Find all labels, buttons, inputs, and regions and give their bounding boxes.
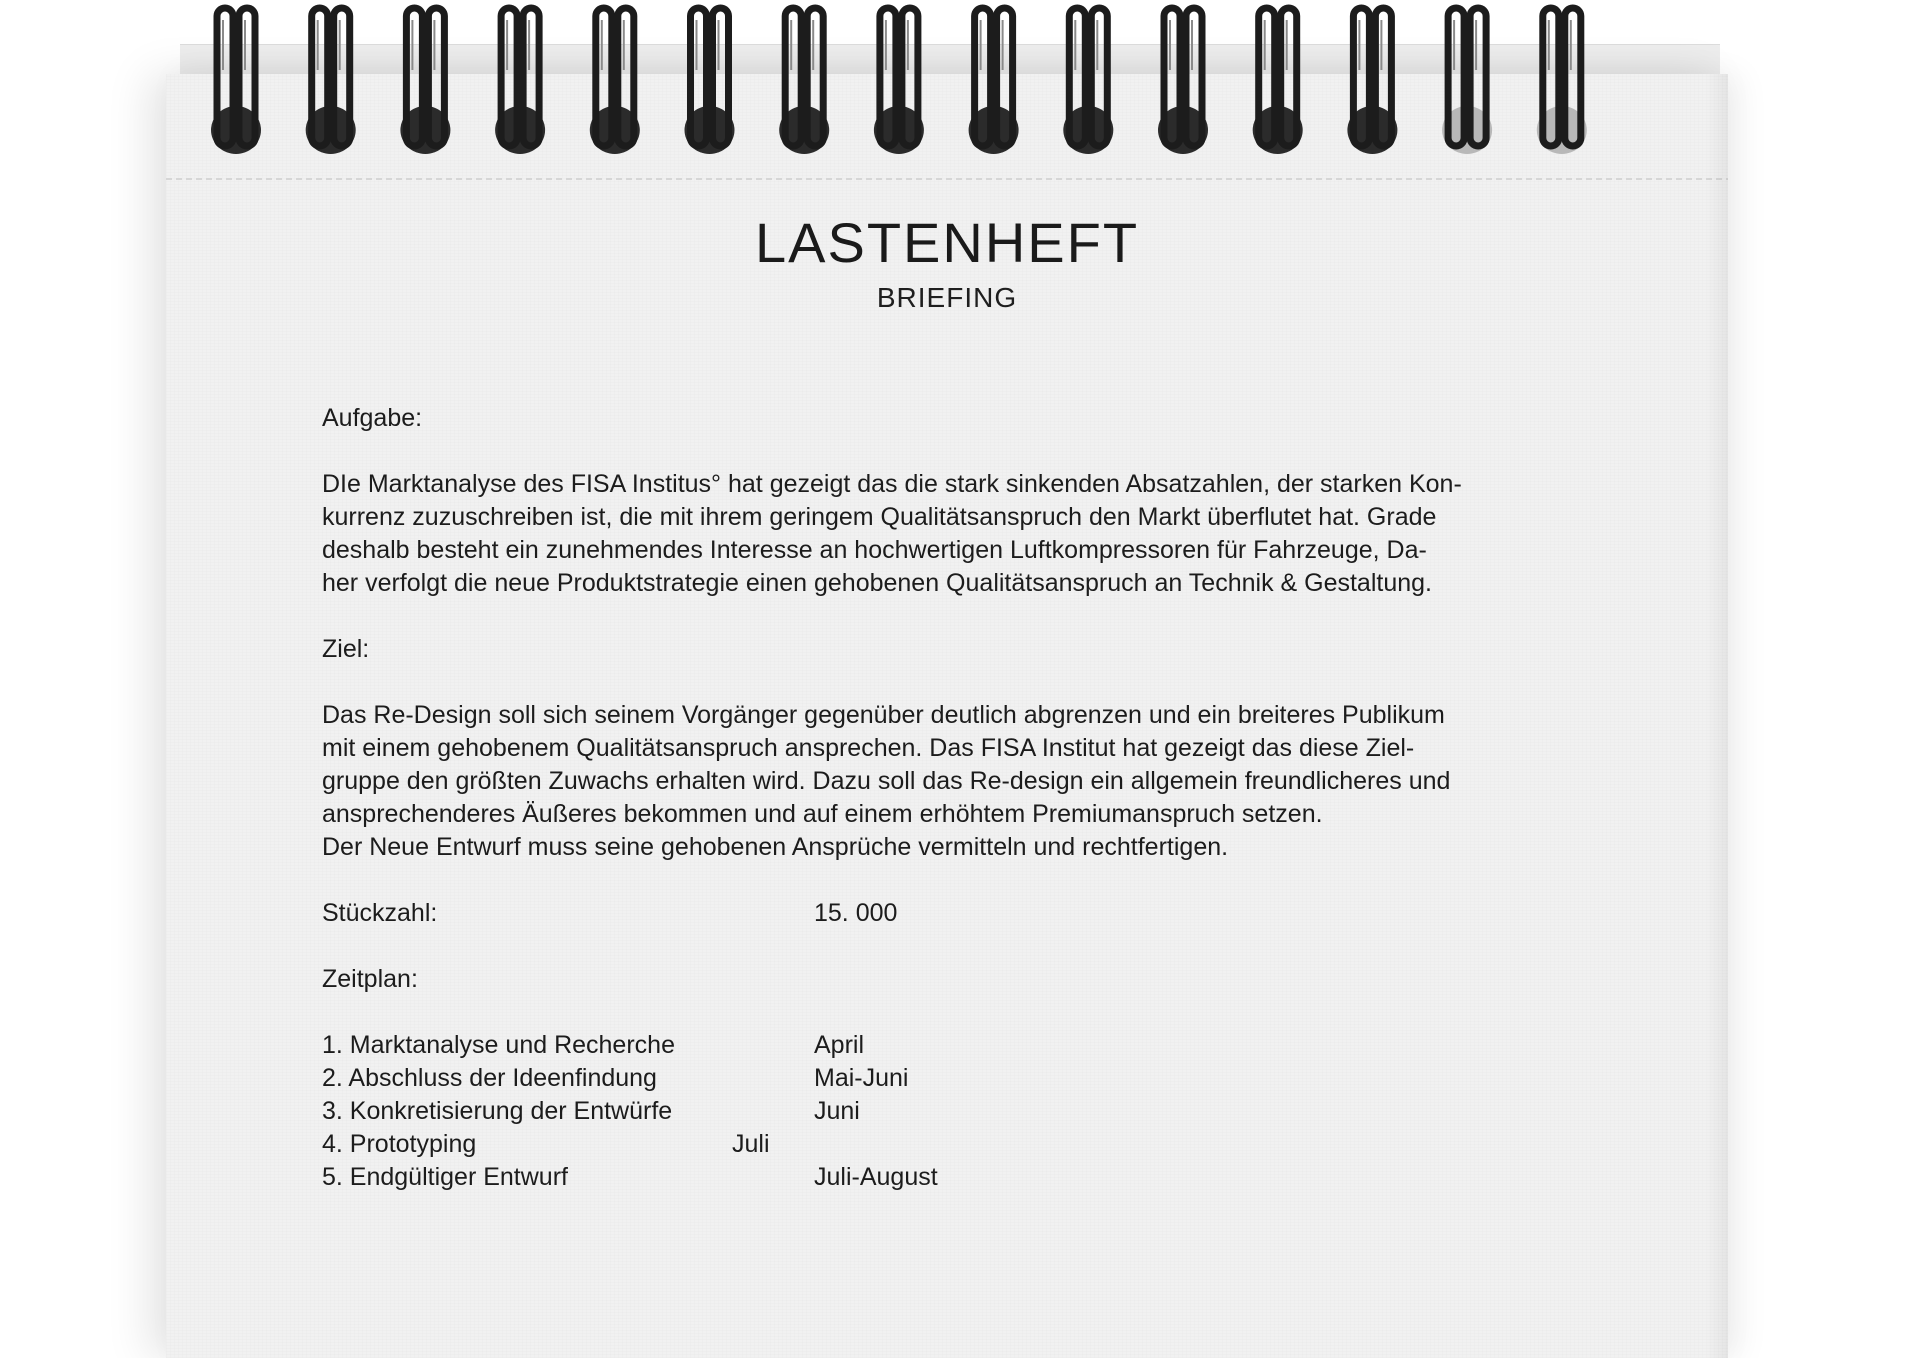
zeitplan-date: Juli-August (814, 1163, 938, 1191)
aufgabe-heading: Aufgabe: (322, 404, 423, 432)
zeitplan-task: 2. Abschluss der Ideenfindung (322, 1064, 657, 1092)
zeitplan-date: April (814, 1031, 865, 1059)
zeitplan-row (322, 1062, 1502, 1095)
ziel-line: ansprechenderes Äußeres bekommen und auf einem erhöhtem Premiumanspruch setzen. (322, 800, 1323, 828)
aufgabe-line: deshalb besteht ein zunehmendes Interesse an hochwertigen Luftkompressoren für Fahrzeuge, Da- (322, 536, 1427, 564)
document-subtitle: BRIEFING (876, 282, 1018, 313)
zeitplan-row (322, 1161, 1502, 1194)
document-title: LASTENHEFT (754, 211, 1140, 274)
stueckzahl-row (322, 897, 1502, 930)
zeitplan-date: Mai-Juni (814, 1064, 909, 1092)
aufgabe-line: her verfolgt die neue Produktstrategie einen gehobenen Qualitätsanspruch an Technik & Gestaltung. (322, 569, 1432, 597)
aufgabe-line: kurrenz zuzuschreiben ist, die mit ihrem geringem Qualitätsanspruch den Markt überflutet hat. Grade (322, 503, 1437, 531)
document-body (322, 402, 1502, 1194)
zeitplan-date: Juni (814, 1097, 860, 1125)
zeitplan-row (322, 1128, 1502, 1161)
ziel-line: Das Re-Design soll sich seinem Vorgänger gegenüber deutlich abgrenzen und ein breiteres Publikum (322, 701, 1445, 729)
aufgabe-line: DIe Marktanalyse des FISA Institus° hat gezeigt das die stark sinkenden Absatzahlen, der starken Kon- (322, 470, 1462, 498)
perforation-line (166, 178, 1728, 180)
ziel-heading: Ziel: (322, 635, 370, 663)
zeitplan-task: 3. Konkretisierung der Entwürfe (322, 1097, 673, 1125)
zeitplan-row (322, 1095, 1502, 1128)
zeitplan-date: Juli (732, 1130, 770, 1158)
stueckzahl-value: 15. 000 (814, 899, 898, 927)
ziel-line: mit einem gehobenem Qualitätsanspruch ansprechen. Das FISA Institut hat gezeigt das diese Ziel- (322, 734, 1415, 762)
ziel-line: Der Neue Entwurf muss seine gehobenen Ansprüche vermitteln und rechtfertigen. (322, 833, 1229, 861)
stueckzahl-label: Stückzahl: (322, 899, 438, 927)
zeitplan-row (322, 1029, 1502, 1062)
zeitplan-heading: Zeitplan: (322, 965, 418, 993)
zeitplan-task: 4. Prototyping (322, 1130, 477, 1158)
ziel-line: gruppe den größten Zuwachs erhalten wird. Dazu soll das Re-design ein allgemein freundlicheres und (322, 767, 1451, 795)
zeitplan-task: 1. Marktanalyse und Recherche (322, 1031, 675, 1059)
zeitplan-task: 5. Endgültiger Entwurf (322, 1163, 568, 1191)
